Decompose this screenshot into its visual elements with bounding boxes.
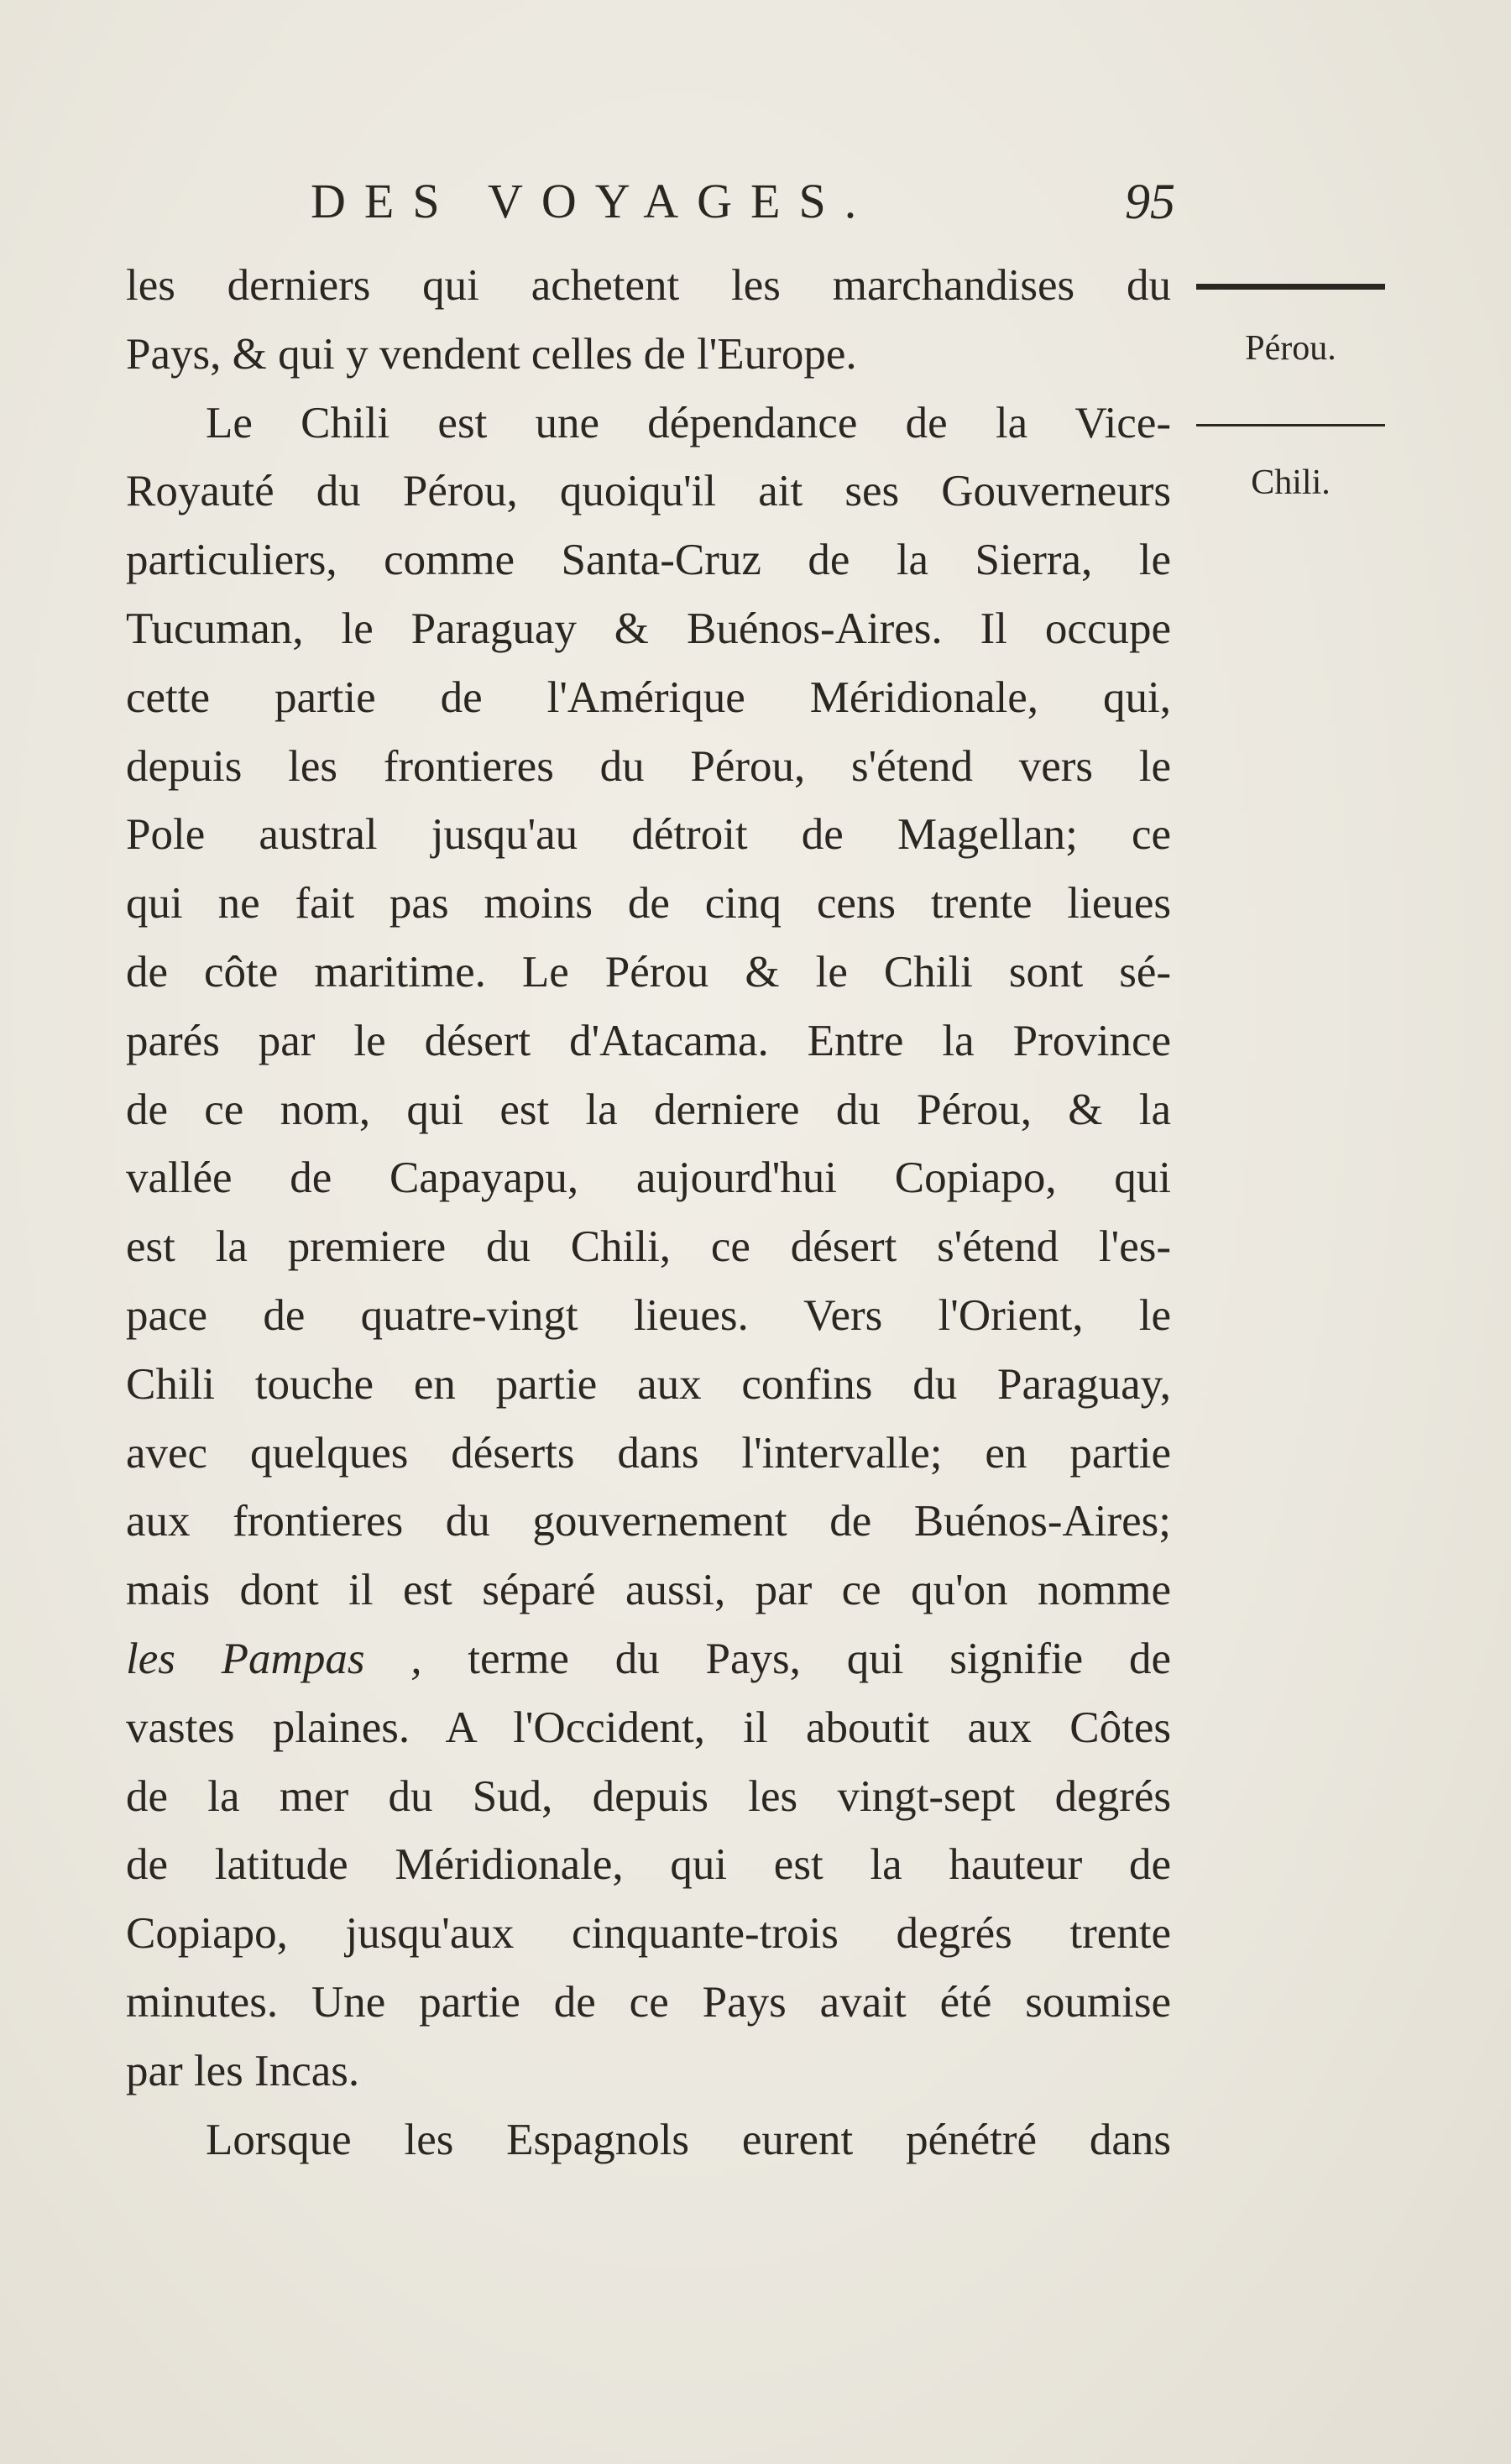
page-number: 95 — [1125, 174, 1175, 229]
text-line: particuliers, comme Santa-Cruz de la Sierra, le — [126, 536, 1171, 585]
running-title: DES VOYAGES. — [311, 174, 876, 228]
text-line: de la mer du Sud, depuis les vingt-sept degrés — [126, 1771, 1171, 1821]
text-line: Royauté du Pérou, quoiqu'il ait ses Gouverneurs — [126, 467, 1171, 516]
text-line: parés par le désert d'Atacama. Entre la Province — [126, 1016, 1171, 1065]
text-line: avec quelques déserts dans l'intervalle; en partie — [126, 1428, 1171, 1478]
text-line: par les Incas. — [126, 2046, 360, 2095]
text-line: Chili touche en partie aux confins du Paraguay, — [126, 1359, 1171, 1409]
text-line: les derniers qui achetent les marchandises du — [126, 261, 1171, 310]
text-line: Tucuman, le Paraguay & Buénos-Aires. Il occupe — [126, 604, 1171, 653]
text-line: vastes plaines. A l'Occident, il aboutit aux Côtes — [126, 1703, 1171, 1752]
marginal-note-perou: Pérou. — [1245, 329, 1336, 368]
text-line: Pole austral jusqu'au détroit de Magellan; ce — [126, 810, 1171, 860]
text-line: est la premiere du Chili, ce désert s'étend l'es- — [126, 1222, 1171, 1272]
body-text — [126, 252, 1171, 2174]
text-line-rest: terme du Pays, qui signifie de — [468, 1634, 1172, 1683]
page-header — [311, 168, 1175, 235]
marginal-rule — [1196, 284, 1385, 290]
marginal-rule — [1196, 424, 1385, 426]
text-line: aux frontieres du gouvernement de Buénos-Aires; — [126, 1497, 1171, 1546]
italic-phrase: les Pampas , — [126, 1634, 422, 1683]
text-line: qui ne fait pas moins de cinq cens trente lieues — [126, 879, 1171, 929]
text-line: de latitude Méridionale, qui est la hauteur de — [126, 1840, 1171, 1890]
text-line: Copiapo, jusqu'aux cinquante-trois degrés trente — [126, 1909, 1171, 1959]
text-line: pace de quatre-vingt lieues. Vers l'Orient, le — [126, 1290, 1171, 1340]
text-line: vallée de Capayapu, aujourd'hui Copiapo, qui — [126, 1154, 1171, 1203]
text-line — [126, 1625, 1171, 1694]
text-line: depuis les frontieres du Pérou, s'étend vers le — [126, 741, 1171, 791]
text-line: Lorsque les Espagnols eurent pénétré dans — [206, 2115, 1171, 2164]
text-line: Pays, & qui y vendent celles de l'Europe. — [126, 329, 857, 379]
text-line: de ce nom, qui est la derniere du Pérou, & la — [126, 1085, 1171, 1134]
text-line: cette partie de l'Amérique Méridionale, qui, — [126, 672, 1171, 722]
text-line: de côte maritime. Le Pérou & le Chili sont sé- — [126, 947, 1171, 997]
marginal-note-chili: Chili. — [1251, 463, 1331, 502]
text-line: mais dont il est séparé aussi, par ce qu'on nomme — [126, 1566, 1171, 1615]
text-line: minutes. Une partie de ce Pays avait été soumise — [126, 1977, 1171, 2027]
text-line: Le Chili est une dépendance de la Vice- — [206, 398, 1171, 447]
